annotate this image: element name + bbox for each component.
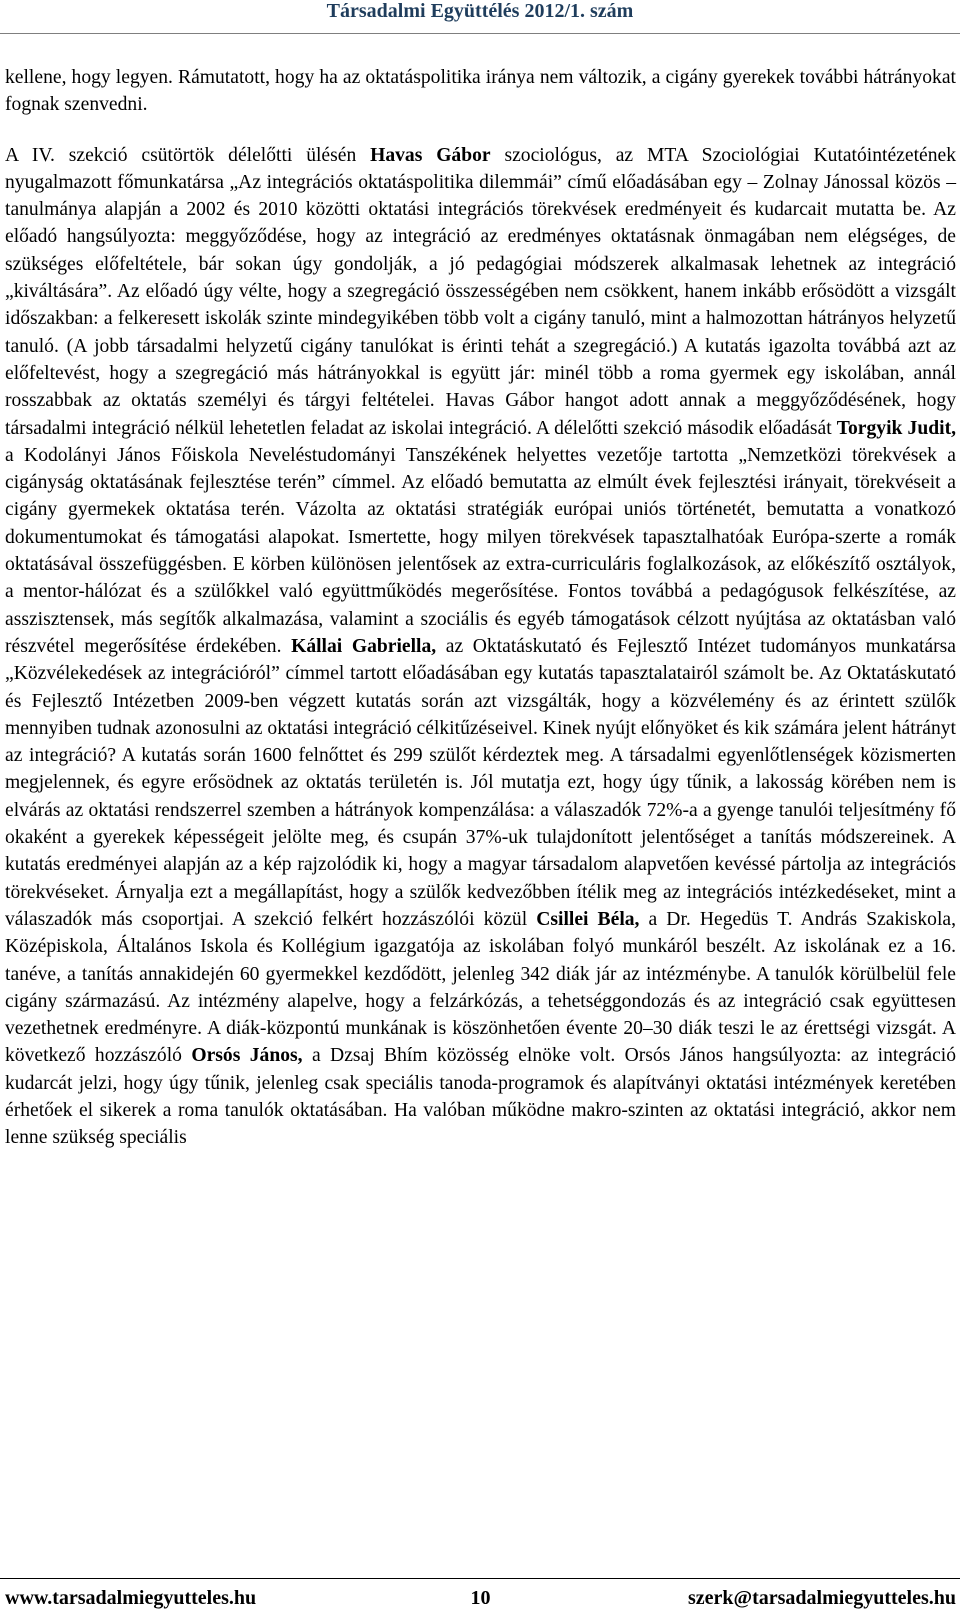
paragraph-2-text-e: a Dr. Hegedüs T. András Szakiskola, Középiskola, Általános Iskola és Kollégium igazgatója az iskolában folyó munkáról beszélt. Az iskolának ez a 16. tanéve, a tanítás annakidején 60 gyermekkel kezdődött, jelenleg 342 diák jár az intézménybe. A tanulók körülbelül fele cigány származású. Az intézmény alapelve, hogy a felzárkózás, a tehetséggondozás és az integráció csak együttesen vezethetnek eredményre. A diák-központú munkának is köszönhetően évente 20–30 diák teszi le az érettségi vizsgát. A következő hozzászóló [5, 908, 957, 1067]
header-divider [0, 33, 960, 34]
speaker-name-orsos: Orsós János, [191, 1045, 303, 1067]
page-number: 10 [470, 1587, 491, 1609]
paragraph-2-text-f: a Dzsaj Bhím közösség elnöke volt. Orsós János hangsúlyozta: az integráció kudarcát jelzi, hogy úgy tűnik, jelenleg csak speciális tanoda-programok és alapítványi oktatási intézmények keretében érhetőek el sikerek a roma tanulók oktatásában. Ha valóban működne makro-szinten az oktatási integráció, akkor nem lenne szükség speciális [5, 1045, 957, 1149]
footer-website-link[interactable]: www.tarsadalmiegyutteles.hu [5, 1587, 257, 1609]
paragraph-2-text-d: az Oktatáskutató és Fejlesztő Intézet tudományos munkatársa „Közvélekedések az integrációról” címmel tartott előadásában egy kutatás tapasztalatairól számolt be. Az Oktatáskutató és Fejlesztő Intézetben 2009-ben végzett kutatás során azt vizsgálták, hogy a közvélemény és az érintett szülők mennyiben tudnak azonosulni az oktatási integráció célkitűzéseivel. Kinek nyújt előnyöket és kik számára jelent hátrányt az integráció? A kutatás során 1600 felnőttet és 299 szülőt kérdeztek meg. A társadalmi egyenlőtlenségek közismerten megjelennek, és egyre erősödnek az oktatás területén is. Jól mutatja ezt, hogy úgy tűnik, a lakosság körében nem is elvárás az oktatási rendszerrel szemben a hátrányok kompenzálása: a válaszadók 72%-a a gyenge tanulói teljesítmény fő okaként a gyerekek képességeit jelölte meg, és csupán 37%-uk tulajdonított jelentőséget a tanítás módszereinek. A kutatás eredményei alapján az a kép rajzolódik ki, hogy a magyar társadalom alapvetően kevéssé pártolja az integrációs törekvéseket. Árnyalja ezt a megállapítást, hogy a szülők kedvezőbben ítélik meg az integrációs intézkedéseket, mint a válaszadók más csoportjai. A szekció felkért hozzászólói közül [5, 635, 956, 930]
speaker-name-csillei: Csillei Béla, [536, 908, 640, 930]
journal-title: Társadalmi Együttélés 2012/1. szám [326, 0, 634, 22]
speaker-name-havas: Havas Gábor [370, 144, 491, 166]
paragraph-1 [5, 64, 956, 119]
paragraph-1-text: kellene, hogy legyen. Rámutatott, hogy ha az oktatáspolitika iránya nem változik, a cigány gyerekek további hátrányokat fognak szenvedni. [5, 67, 956, 116]
paragraph-2-text-c: a Kodolányi János Főiskola Neveléstudományi Tanszékének helyettes vezetője tartotta „Nemzetközi törekvések a cigányság oktatásának fejlesztése terén” címmel. Az előadó bemutatta az elmúlt évek fejlesztési irányait, törekvéseit a cigány gyermekek oktatása terén. Vázolta az oktatási stratégiák európai uniós történetét, bemutatta a vonatkozó dokumentumokat és támogatási alapokat. Ismertette, hogy milyen törekvések tapasztalhatóak Európa-szerte a romák oktatásával összefüggésben. E körben különösen jelentősek az extra-curriculáris foglalkozások, az előkészítő osztályok, a mentor-hálózat és a szülőkkel való együttműködés megerősítése. Fontos továbbá a pedagógusok felkészítése, az asszisztensek, más segítők alkalmazása, valamint a szociális és egyéb támogatások célzott nyújtása az oktatásban való részvétel megerősítése érdekében. [5, 444, 956, 657]
footer-email-link[interactable]: szerk@tarsadalmiegyutteles.hu [687, 1587, 956, 1609]
paragraph-2 [5, 142, 956, 1152]
speaker-name-torgyik: Torgyik Judit, [836, 417, 956, 439]
paragraph-2-text-b: szociológus, az MTA Szociológiai Kutatóintézetének nyugalmazott főmunkatársa „Az integrációs oktatáspolitika dilemmái” című előadásában egy – Zolnay Jánossal közös – tanulmánya alapján a 2002 és 2010 közötti oktatási integrációs törekvések eredményeit és kudarcait mutatta be. Az előadó hangsúlyozta: meggyőződése, hogy az integráció az eredményes oktatásnak önmagában nem elégséges, de szükséges előfeltétele, bár sokan úgy gondolják, a jó pedagógiai módszerek alkalmasak lehetnek az integráció „kiváltására”. Az előadó úgy vélte, hogy a szegregáció összességében nem csökkent, hanem inkább erősödött a vizsgált időszakban: a felkeresett iskolák szinte mindegyikében több volt a cigány tanuló, mint a halmozottan hátrányos helyzetű tanuló. (A jobb társadalmi helyzetű cigány tanulókat is érinti tehát a szegregáció.) A kutatás igazolta továbbá azt az előfeltevést, hogy a szegregáció más hátrányokkal is együtt jár: minél több a roma gyermek egy iskolában, annál rosszabbak az oktatás személyi és tárgyi feltételei. Havas Gábor hangot adott annak a meggyőződésének, hogy társadalmi integráció nélkül lehetetlen feladat az iskolai integráció. A délelőtti szekció második előadását [5, 144, 956, 439]
footer-divider [0, 1578, 960, 1579]
speaker-name-kallai: Kállai Gabriella, [291, 635, 437, 657]
paragraph-2-text-a: A IV. szekció csütörtök délelőtti ülésén [5, 144, 371, 166]
page-footer [5, 1586, 956, 1612]
running-header [0, 0, 960, 26]
article-body [5, 64, 956, 1152]
